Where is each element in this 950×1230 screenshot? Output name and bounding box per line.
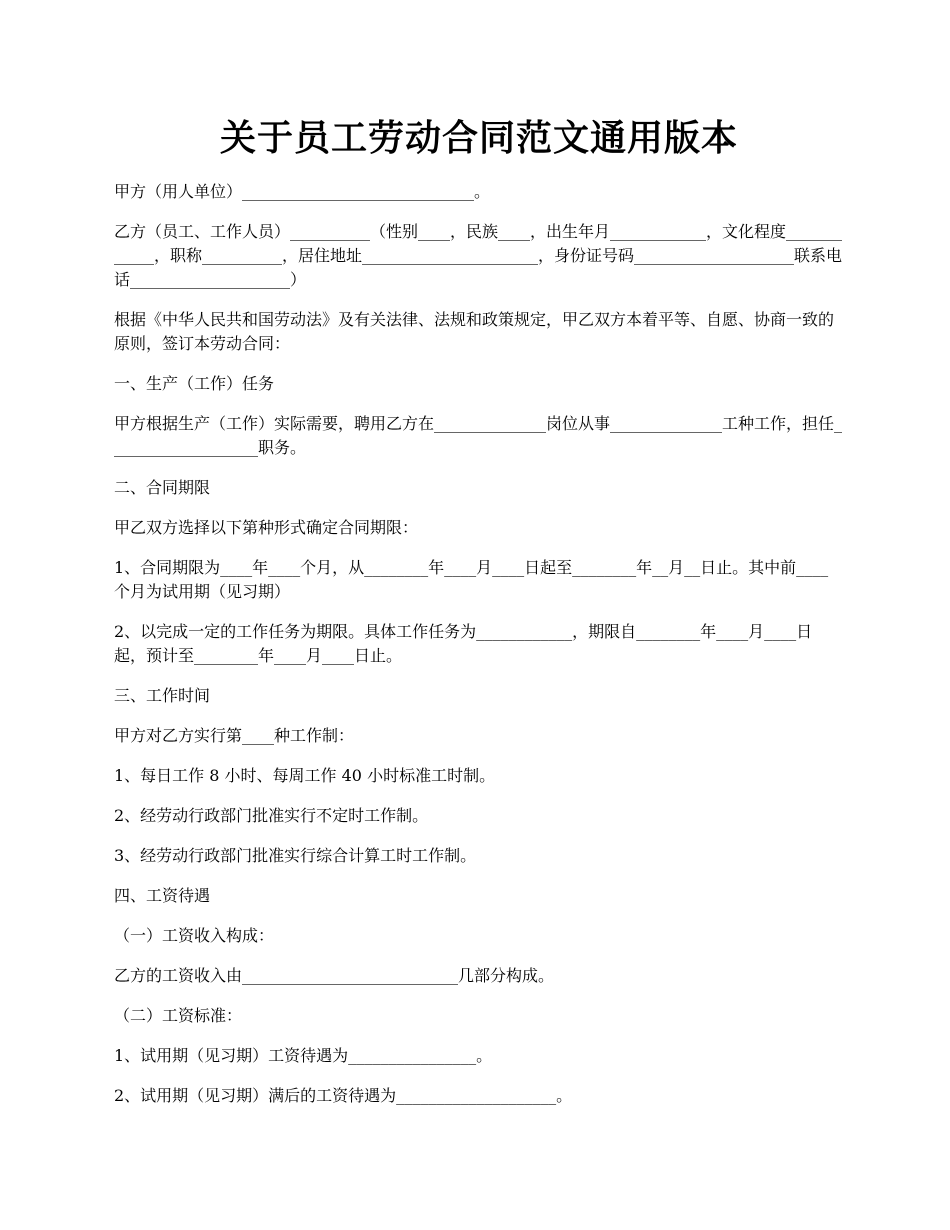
section-4-sub-1-body: 乙方的工资收入由___________________________几部分构成。: [114, 966, 555, 985]
section-2-item-2: 2、以完成一定的工作任务为期限。具体工作任务为____________，期限自________年____月____日起，预计至________年____月____日止。: [114, 622, 813, 665]
section-heading-4: 四、工资待遇: [114, 886, 211, 905]
section-3-item-1: 1、每日工作 8 小时、每周工作 40 小时标准工时制。: [114, 766, 496, 785]
section-1-body: 甲方根据生产（工作）实际需要，聘用乙方在______________岗位从事______________工种工作，担任___________________职务。: [114, 414, 843, 457]
section-heading-1: 一、生产（工作）任务: [114, 374, 275, 393]
preamble: 根据《中华人民共和国劳动法》及有关法律、法规和政策规定，甲乙双方本着平等、自愿、协商一致的原则，签订本劳动合同：: [114, 310, 835, 353]
section-3-item-2: 2、经劳动行政部门批准实行不定时工作制。: [114, 806, 429, 825]
party-b-info: 乙方（员工、工作人员）__________（性别____，民族____，出生年月____________，文化程度____________，职称__________，居住地址______________________，身份证号码____________________联系电话____________________）: [114, 222, 843, 289]
section-4-sub-2: （二）工资标准：: [114, 1006, 243, 1025]
section-2-item-1: 1、合同期限为____年____个月，从________年____月____日起至________年__月__日止。其中前____个月为试用期（见习期）: [114, 558, 829, 601]
section-2-intro: 甲乙双方选择以下第种形式确定合同期限：: [114, 518, 419, 537]
section-4-sub-2-item-1: 1、试用期（见习期）工资待遇为________________。: [114, 1046, 493, 1065]
section-4-sub-1: （一）工资收入构成：: [114, 926, 275, 945]
document-page: [114, 0, 844, 1108]
party-a-line: 甲方（用人单位）_____________________________。: [114, 182, 491, 201]
section-3-item-3: 3、经劳动行政部门批准实行综合计算工时工作制。: [114, 846, 477, 865]
section-heading-3: 三、工作时间: [114, 686, 211, 705]
document-title: 关于员工劳动合同范文通用版本: [219, 117, 738, 159]
section-4-sub-2-item-2: 2、试用期（见习期）满后的工资待遇为____________________。: [114, 1086, 573, 1105]
section-3-intro: 甲方对乙方实行第____种工作制：: [114, 726, 355, 745]
section-heading-2: 二、合同期限: [114, 478, 211, 497]
